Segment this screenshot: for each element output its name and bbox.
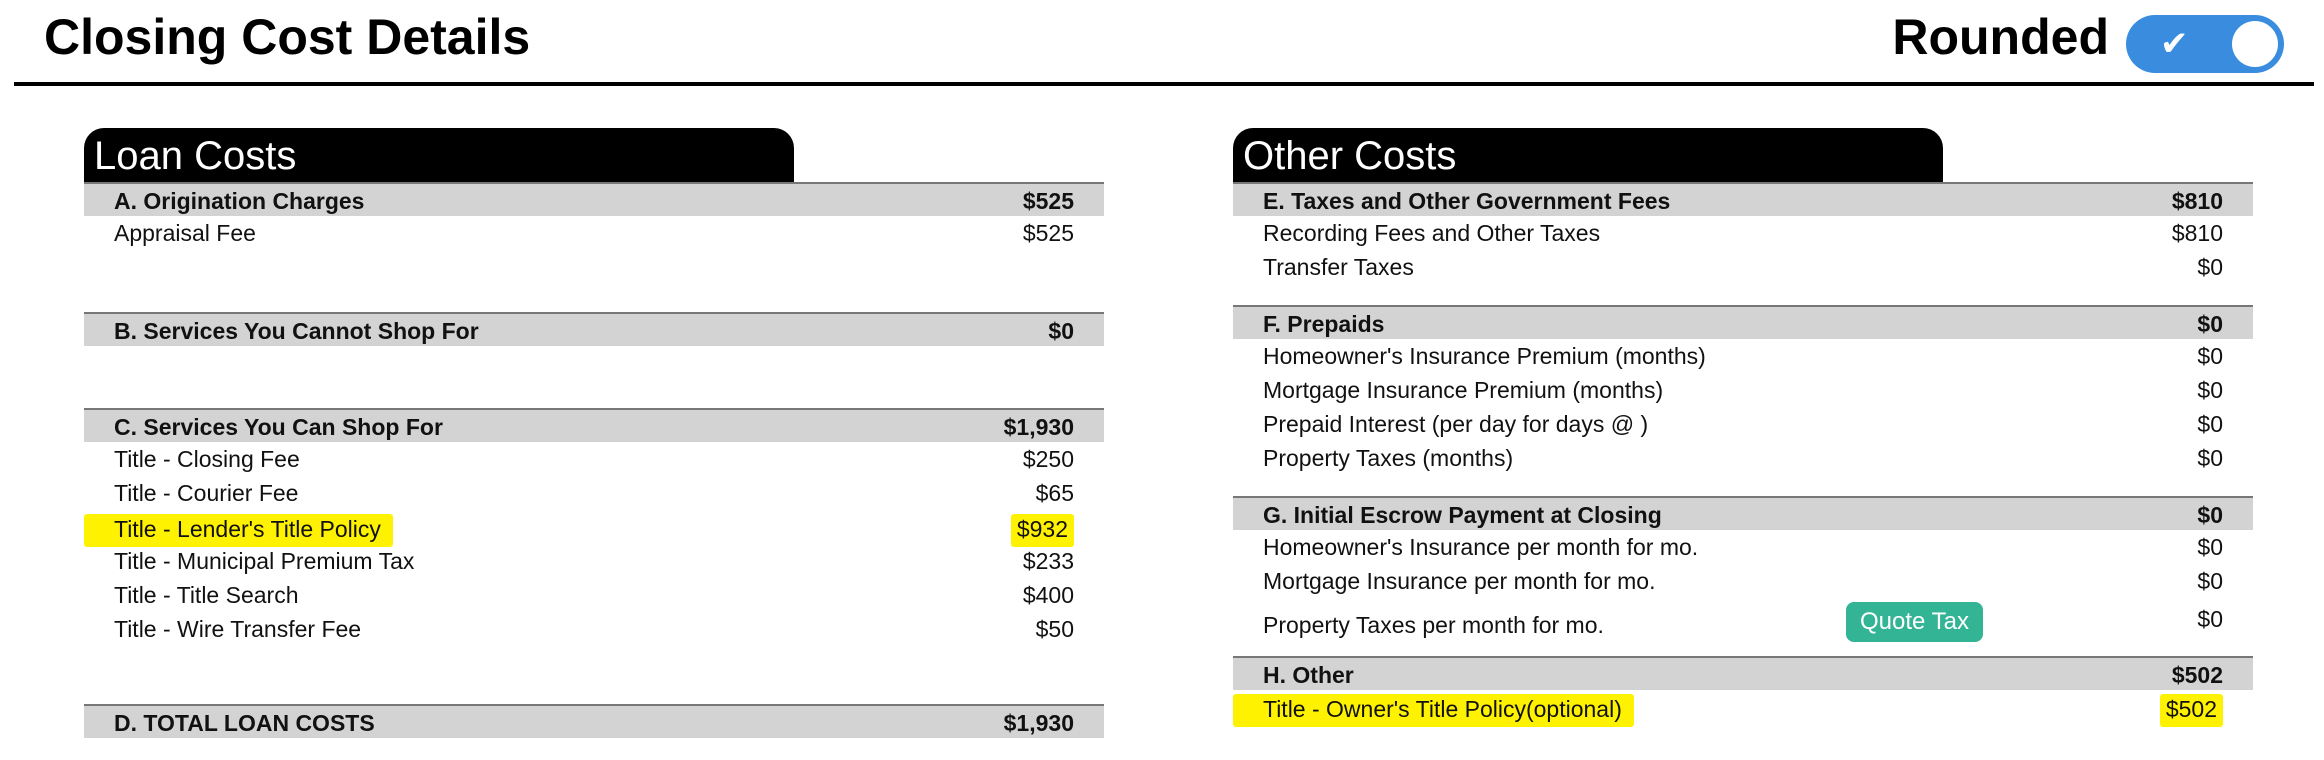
section-label: A. Origination Charges — [114, 188, 365, 214]
rounded-label: Rounded — [1892, 9, 2109, 65]
page-title: Closing Cost Details — [44, 9, 531, 65]
page-header — [14, 0, 2314, 86]
section-amount: $525 — [1022, 188, 1074, 214]
item-label: Title - Title Search — [114, 582, 299, 608]
loan-costs-panel — [84, 128, 1104, 738]
section-label: F. Prepaids — [1263, 311, 1385, 337]
item-amount: $0 — [2197, 606, 2223, 632]
section-b-header — [84, 312, 1104, 346]
item-amount: $0 — [2197, 568, 2223, 594]
section-amount: $1,930 — [1003, 710, 1074, 736]
item-amount: $932 — [1011, 514, 1074, 547]
rounded-toggle[interactable] — [2126, 15, 2284, 73]
section-d-header — [84, 704, 1104, 738]
section-label: B. Services You Cannot Shop For — [114, 318, 479, 344]
item-amount: $502 — [2160, 694, 2223, 727]
section-g-header — [1233, 496, 2253, 530]
item-label: Prepaid Interest (per day for days @ ) — [1263, 411, 1649, 437]
line-item — [84, 216, 1104, 250]
item-label: Title - Closing Fee — [114, 446, 300, 472]
item-label: Title - Wire Transfer Fee — [114, 616, 362, 642]
section-e-header — [1233, 182, 2253, 216]
item-label: Property Taxes per month for mo. — [1263, 612, 1604, 638]
toggle-knob — [2232, 21, 2278, 67]
item-amount: $50 — [1035, 616, 1074, 642]
section-amount: $0 — [2197, 311, 2223, 337]
item-label: Appraisal Fee — [114, 220, 256, 246]
line-item — [1233, 407, 2253, 441]
line-item — [1233, 216, 2253, 250]
line-item — [84, 612, 1104, 646]
item-label: Homeowner's Insurance per month for mo. — [1263, 534, 1699, 560]
line-item — [1233, 530, 2253, 564]
line-item — [1233, 373, 2253, 407]
section-label: G. Initial Escrow Payment at Closing — [1263, 502, 1662, 528]
line-item — [84, 442, 1104, 476]
item-label: Mortgage Insurance Premium (months) — [1263, 377, 1664, 403]
section-amount: $1,930 — [1003, 414, 1074, 440]
line-item — [1233, 564, 2253, 598]
item-amount: $0 — [2197, 534, 2223, 560]
item-label: Mortgage Insurance per month for mo. — [1263, 568, 1656, 594]
line-item — [1233, 598, 2253, 646]
item-amount: $250 — [1022, 446, 1074, 472]
item-amount: $0 — [2197, 445, 2223, 471]
line-item — [1233, 339, 2253, 373]
other-costs-panel — [1233, 128, 2253, 724]
item-label: Property Taxes (months) — [1263, 445, 1514, 471]
item-amount: $400 — [1022, 582, 1074, 608]
section-label: D. TOTAL LOAN COSTS — [114, 710, 375, 736]
section-label: E. Taxes and Other Government Fees — [1263, 188, 1671, 214]
item-amount: $0 — [2197, 377, 2223, 403]
line-item — [84, 476, 1104, 510]
line-item — [1233, 250, 2253, 284]
section-label: H. Other — [1263, 662, 1354, 688]
section-a-header — [84, 182, 1104, 216]
item-amount: $65 — [1035, 480, 1074, 506]
section-amount: $810 — [2171, 188, 2223, 214]
line-item — [1233, 441, 2253, 475]
quote-tax-button[interactable]: Quote Tax — [1846, 602, 1983, 642]
item-amount: $0 — [2197, 254, 2223, 280]
section-amount: $0 — [1048, 318, 1074, 344]
item-label: Title - Courier Fee — [114, 480, 299, 506]
section-amount: $0 — [2197, 502, 2223, 528]
item-amount: $525 — [1022, 220, 1074, 246]
item-label: Recording Fees and Other Taxes — [1263, 220, 1601, 246]
other-costs-tab — [1233, 128, 1943, 182]
item-amount: $810 — [2171, 220, 2223, 246]
item-label: Title - Lender's Title Policy — [84, 514, 393, 547]
line-item — [84, 578, 1104, 612]
item-label: Homeowner's Insurance Premium (months) — [1263, 343, 1706, 369]
line-item-highlighted — [1233, 690, 2253, 724]
item-label: Title - Municipal Premium Tax — [114, 548, 415, 574]
section-f-header — [1233, 305, 2253, 339]
line-item-highlighted — [84, 510, 1104, 544]
item-amount: $0 — [2197, 343, 2223, 369]
section-h-header — [1233, 656, 2253, 690]
section-label: C. Services You Can Shop For — [114, 414, 443, 440]
other-costs-title: Other Costs — [1243, 134, 1457, 178]
item-label: Transfer Taxes — [1263, 254, 1414, 280]
line-item — [84, 544, 1104, 578]
item-amount: $233 — [1022, 548, 1074, 574]
item-amount: $0 — [2197, 411, 2223, 437]
loan-costs-tab — [84, 128, 794, 182]
item-label: Title - Owner's Title Policy(optional) — [1233, 694, 1634, 727]
section-c-header — [84, 408, 1104, 442]
section-amount: $502 — [2171, 662, 2223, 688]
loan-costs-title: Loan Costs — [94, 134, 297, 178]
check-icon: ✔ — [2160, 25, 2189, 63]
